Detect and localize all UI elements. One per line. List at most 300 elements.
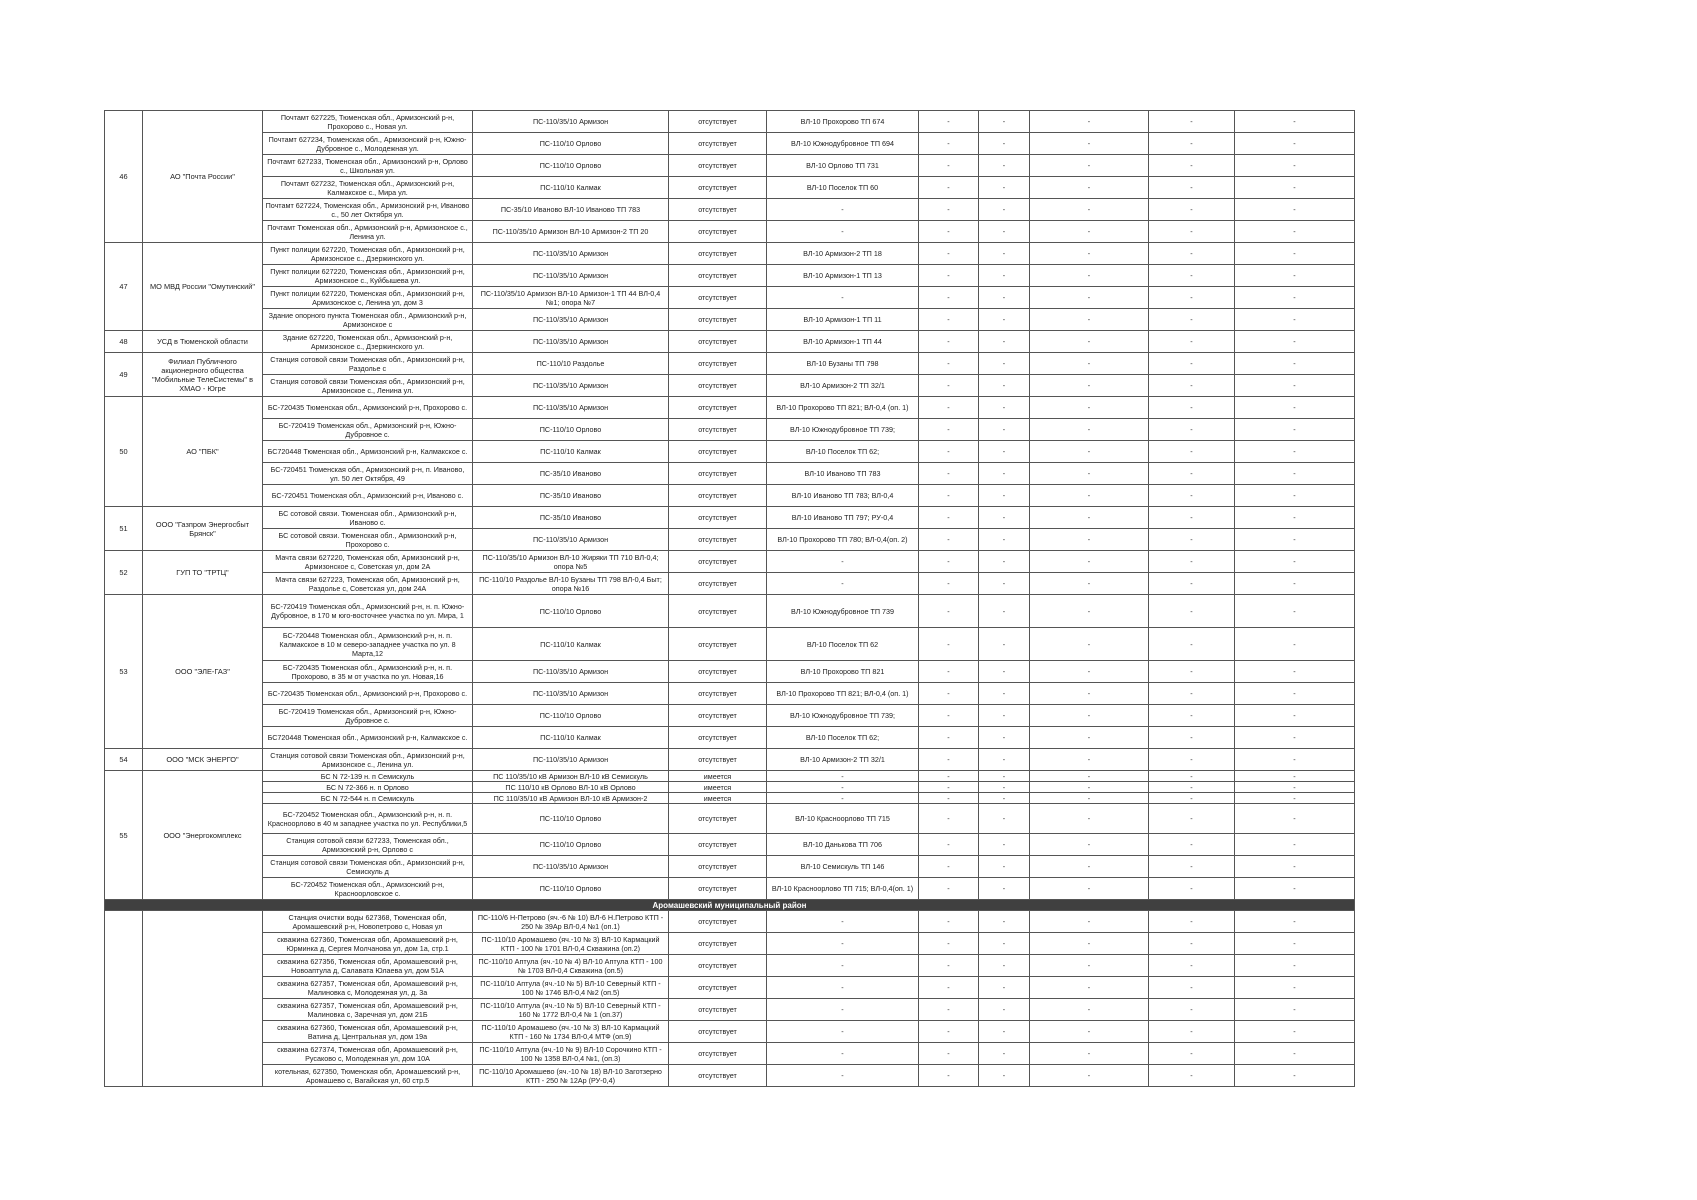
object-cell: БС N 72-544 н. п Семискуль: [263, 793, 473, 804]
col10-cell: -: [1149, 999, 1235, 1021]
organization-cell: ООО "Энергокомплекс: [143, 771, 263, 900]
substation-cell: ПС-110/10 Калмак: [473, 441, 669, 463]
substation-cell: ПС-110/35/10 Армизон: [473, 111, 669, 133]
col9-cell: -: [1030, 771, 1149, 782]
organization-cell: Филиал Публичного акционерного общества "Мобильные ТелеСистемы" в ХМАО - Югре: [143, 353, 263, 397]
col9-cell: -: [1030, 221, 1149, 243]
col8-cell: -: [979, 243, 1030, 265]
col7-cell: -: [919, 782, 979, 793]
line-cell: ВЛ-10 Прохорово ТП 821; ВЛ-0,4 (оп. 1): [767, 683, 919, 705]
col7-cell: -: [919, 529, 979, 551]
line-cell: -: [767, 977, 919, 999]
col11-cell: -: [1235, 375, 1355, 397]
organization-cell: ООО "МСК ЭНЕРГО": [143, 749, 263, 771]
row-number-cell: [105, 911, 143, 1087]
status-cell: отсутствует: [669, 683, 767, 705]
row-number-cell: 51: [105, 507, 143, 551]
col9-cell: -: [1030, 1043, 1149, 1065]
col7-cell: -: [919, 878, 979, 900]
col9-cell: -: [1030, 551, 1149, 573]
status-cell: отсутствует: [669, 551, 767, 573]
line-cell: ВЛ-10 Южнодубровное ТП 694: [767, 133, 919, 155]
col10-cell: -: [1149, 177, 1235, 199]
col9-cell: -: [1030, 878, 1149, 900]
col7-cell: -: [919, 419, 979, 441]
col11-cell: -: [1235, 933, 1355, 955]
col9-cell: -: [1030, 309, 1149, 331]
col11-cell: -: [1235, 529, 1355, 551]
line-cell: -: [767, 771, 919, 782]
status-cell: отсутствует: [669, 441, 767, 463]
substation-cell: ПС-110/35/10 Армизон ВЛ-10 Жиряки ТП 710 ВЛ-0,4; опора №5: [473, 551, 669, 573]
line-cell: -: [767, 782, 919, 793]
object-cell: скважина 627357, Тюменская обл, Аромашевский р-н, Малиновка с, Заречная ул, дом 21Б: [263, 999, 473, 1021]
col7-cell: -: [919, 331, 979, 353]
col8-cell: -: [979, 878, 1030, 900]
col9-cell: -: [1030, 1021, 1149, 1043]
col10-cell: -: [1149, 111, 1235, 133]
substation-cell: ПС-110/35/10 Армизон: [473, 397, 669, 419]
col11-cell: -: [1235, 977, 1355, 999]
col11-cell: -: [1235, 397, 1355, 419]
table-row: [105, 749, 1355, 771]
col10-cell: -: [1149, 155, 1235, 177]
substation-cell: ПС-110/10 Аромашево (яч.-10 № 3) ВЛ-10 Кармацкий КТП - 160 № 1734 ВЛ-0,4 МТФ (оп.9): [473, 1021, 669, 1043]
substation-cell: ПС-35/10 Иваново: [473, 485, 669, 507]
status-cell: имеется: [669, 771, 767, 782]
object-cell: Станция сотовой связи 627233, Тюменская обл., Армизонский р-н, Орлово с: [263, 834, 473, 856]
col10-cell: -: [1149, 463, 1235, 485]
line-cell: ВЛ-10 Семискуль ТП 146: [767, 856, 919, 878]
col9-cell: -: [1030, 782, 1149, 793]
substation-cell: ПС-110/10 Орлово: [473, 419, 669, 441]
line-cell: ВЛ-10 Красноорлово ТП 715; ВЛ-0,4(оп. 1): [767, 878, 919, 900]
col11-cell: -: [1235, 1043, 1355, 1065]
col7-cell: -: [919, 485, 979, 507]
status-cell: отсутствует: [669, 727, 767, 749]
col8-cell: -: [979, 804, 1030, 834]
col8-cell: -: [979, 397, 1030, 419]
status-cell: отсутствует: [669, 199, 767, 221]
col11-cell: -: [1235, 353, 1355, 375]
status-cell: отсутствует: [669, 419, 767, 441]
col9-cell: -: [1030, 243, 1149, 265]
col10-cell: -: [1149, 804, 1235, 834]
status-cell: отсутствует: [669, 309, 767, 331]
col9-cell: -: [1030, 1065, 1149, 1087]
status-cell: отсутствует: [669, 265, 767, 287]
substation-cell: ПС-110/10 Орлово: [473, 878, 669, 900]
col7-cell: -: [919, 353, 979, 375]
col10-cell: -: [1149, 265, 1235, 287]
col8-cell: -: [979, 441, 1030, 463]
row-number-cell: 47: [105, 243, 143, 331]
object-cell: скважина 627356, Тюменская обл, Аромашевский р-н, Новоаптула д, Салавата Юлаева ул, дом 51А: [263, 955, 473, 977]
status-cell: отсутствует: [669, 1021, 767, 1043]
col11-cell: -: [1235, 1021, 1355, 1043]
substation-cell: ПС-110/10 Аромашево (яч.-10 № 3) ВЛ-10 Кармацкий КТП - 100 № 1701 ВЛ-0,4 Скважина (оп.2): [473, 933, 669, 955]
object-cell: Почтамт 627234, Тюменская обл., Армизонский р-н, Южно-Дубровное с., Молодежная ул.: [263, 133, 473, 155]
col8-cell: -: [979, 133, 1030, 155]
line-cell: -: [767, 221, 919, 243]
col11-cell: -: [1235, 463, 1355, 485]
status-cell: отсутствует: [669, 397, 767, 419]
substation-cell: ПС-110/35/10 Армизон: [473, 331, 669, 353]
table-row: [105, 375, 1355, 397]
col8-cell: -: [979, 287, 1030, 309]
line-cell: ВЛ-10 Прохорово ТП 674: [767, 111, 919, 133]
col11-cell: -: [1235, 441, 1355, 463]
col8-cell: -: [979, 856, 1030, 878]
status-cell: отсутствует: [669, 177, 767, 199]
substation-cell: ПС-110/35/10 Армизон: [473, 243, 669, 265]
table-row: [105, 878, 1355, 900]
col9-cell: -: [1030, 683, 1149, 705]
col7-cell: -: [919, 749, 979, 771]
status-cell: отсутствует: [669, 529, 767, 551]
col9-cell: -: [1030, 331, 1149, 353]
row-number-cell: 48: [105, 331, 143, 353]
line-cell: ВЛ-10 Бузаны ТП 798: [767, 353, 919, 375]
line-cell: -: [767, 199, 919, 221]
col7-cell: -: [919, 683, 979, 705]
col7-cell: -: [919, 309, 979, 331]
col7-cell: -: [919, 1043, 979, 1065]
object-cell: БС-720419 Тюменская обл., Армизонский р-н, н. п. Южно-Дубровное, в 170 м юго-восточнее участка по ул. Мира, 1: [263, 595, 473, 628]
object-cell: БС-720435 Тюменская обл., Армизонский р-н, н. п. Прохорово, в 35 м от участка по ул. Новая,16: [263, 661, 473, 683]
status-cell: отсутствует: [669, 463, 767, 485]
col8-cell: -: [979, 595, 1030, 628]
substation-cell: ПС-110/35/10 Армизон: [473, 856, 669, 878]
substation-cell: ПС-110/10 Орлово: [473, 834, 669, 856]
col9-cell: -: [1030, 977, 1149, 999]
table-row: [105, 1021, 1355, 1043]
status-cell: отсутствует: [669, 705, 767, 727]
object-cell: Станция очистки воды 627368, Тюменская обл, Аромашевский р-н, Новопетрово с, Новая ул: [263, 911, 473, 933]
table-row: [105, 683, 1355, 705]
line-cell: -: [767, 793, 919, 804]
col10-cell: -: [1149, 353, 1235, 375]
col9-cell: -: [1030, 177, 1149, 199]
status-cell: отсутствует: [669, 999, 767, 1021]
object-cell: БС-720452 Тюменская обл., Армизонский р-н, Красноорловское с.: [263, 878, 473, 900]
line-cell: ВЛ-10 Прохорово ТП 780; ВЛ-0,4(оп. 2): [767, 529, 919, 551]
status-cell: отсутствует: [669, 595, 767, 628]
col10-cell: -: [1149, 793, 1235, 804]
col10-cell: -: [1149, 705, 1235, 727]
col10-cell: -: [1149, 1021, 1235, 1043]
substation-cell: ПС-110/10 Раздолье ВЛ-10 Бузаны ТП 798 ВЛ-0,4 Быт; опора №16: [473, 573, 669, 595]
col7-cell: -: [919, 955, 979, 977]
object-cell: Пункт полиции 627220, Тюменская обл., Армизонский р-н, Армизонское с., Куйбышева ул.: [263, 265, 473, 287]
object-cell: Почтамт 627224, Тюменская обл., Армизонский р-н, Иваново с., 50 лет Октября ул.: [263, 199, 473, 221]
col11-cell: -: [1235, 221, 1355, 243]
col9-cell: -: [1030, 133, 1149, 155]
col8-cell: -: [979, 955, 1030, 977]
col10-cell: -: [1149, 933, 1235, 955]
col9-cell: -: [1030, 628, 1149, 661]
col8-cell: -: [979, 353, 1030, 375]
line-cell: ВЛ-10 Иваново ТП 797; РУ-0,4: [767, 507, 919, 529]
table-row: [105, 834, 1355, 856]
table-row: [105, 551, 1355, 573]
col7-cell: -: [919, 999, 979, 1021]
col8-cell: -: [979, 551, 1030, 573]
object-cell: Пункт полиции 627220, Тюменская обл., Армизонский р-н, Армизонское с, Ленина ул, дом 3: [263, 287, 473, 309]
table-row: [105, 353, 1355, 375]
col9-cell: -: [1030, 999, 1149, 1021]
object-cell: Почтамт Тюменская обл., Армизонский р-н, Армизонское с., Ленина ул.: [263, 221, 473, 243]
substation-cell: ПС-35/10 Иваново: [473, 463, 669, 485]
substation-cell: ПС-110/35/10 Армизон: [473, 529, 669, 551]
col7-cell: -: [919, 397, 979, 419]
col10-cell: -: [1149, 485, 1235, 507]
status-cell: отсутствует: [669, 375, 767, 397]
col11-cell: -: [1235, 661, 1355, 683]
col7-cell: -: [919, 1021, 979, 1043]
substation-cell: ПС-110/10 Раздолье: [473, 353, 669, 375]
col7-cell: -: [919, 133, 979, 155]
table-row: [105, 911, 1355, 933]
col7-cell: -: [919, 199, 979, 221]
object-cell: БС-720452 Тюменская обл., Армизонский р-н, н. п. Красноорлово в 40 м западнее участка по ул. Республики,5: [263, 804, 473, 834]
status-cell: имеется: [669, 782, 767, 793]
line-cell: -: [767, 287, 919, 309]
col10-cell: -: [1149, 856, 1235, 878]
substation-cell: ПС 110/35/10 кВ Армизон ВЛ-10 кВ Семискуль: [473, 771, 669, 782]
object-cell: Здание 627220, Тюменская обл., Армизонский р-н, Армизонское с., Дзержинского ул.: [263, 331, 473, 353]
object-cell: БС сотовой связи. Тюменская обл., Армизонский р-н, Прохорово с.: [263, 529, 473, 551]
object-cell: БС-720451 Тюменская обл., Армизонский р-н, п. Иваново, ул. 50 лет Октября, 49: [263, 463, 473, 485]
col8-cell: -: [979, 463, 1030, 485]
col11-cell: -: [1235, 856, 1355, 878]
col10-cell: -: [1149, 133, 1235, 155]
substation-cell: ПС-110/35/10 Армизон: [473, 309, 669, 331]
col10-cell: -: [1149, 419, 1235, 441]
substation-cell: ПС 110/35/10 кВ Армизон ВЛ-10 кВ Армизон-2: [473, 793, 669, 804]
substation-cell: ПС-110/35/10 Армизон: [473, 683, 669, 705]
col9-cell: -: [1030, 353, 1149, 375]
line-cell: -: [767, 1021, 919, 1043]
col10-cell: -: [1149, 221, 1235, 243]
line-cell: ВЛ-10 Прохорово ТП 821: [767, 661, 919, 683]
col11-cell: -: [1235, 911, 1355, 933]
status-cell: отсутствует: [669, 243, 767, 265]
status-cell: отсутствует: [669, 628, 767, 661]
object-cell: Здание опорного пункта Тюменская обл., Армизонский р-н, Армизонское с: [263, 309, 473, 331]
col11-cell: -: [1235, 999, 1355, 1021]
table-row: [105, 441, 1355, 463]
status-cell: отсутствует: [669, 955, 767, 977]
line-cell: ВЛ-10 Данькова ТП 706: [767, 834, 919, 856]
col10-cell: -: [1149, 955, 1235, 977]
object-cell: Мачта связи 627223, Тюменская обл, Армизонский р-н, Раздолье с, Советская ул, дом 24А: [263, 573, 473, 595]
col10-cell: -: [1149, 727, 1235, 749]
col8-cell: -: [979, 793, 1030, 804]
substation-cell: ПС-110/35/10 Армизон: [473, 661, 669, 683]
col9-cell: -: [1030, 463, 1149, 485]
col11-cell: -: [1235, 793, 1355, 804]
line-cell: -: [767, 551, 919, 573]
col11-cell: -: [1235, 551, 1355, 573]
col8-cell: -: [979, 999, 1030, 1021]
line-cell: ВЛ-10 Южнодубровное ТП 739;: [767, 419, 919, 441]
col7-cell: -: [919, 911, 979, 933]
col8-cell: -: [979, 977, 1030, 999]
row-number-cell: 52: [105, 551, 143, 595]
status-cell: отсутствует: [669, 1065, 767, 1087]
col10-cell: -: [1149, 397, 1235, 419]
col9-cell: -: [1030, 793, 1149, 804]
col11-cell: -: [1235, 199, 1355, 221]
table-row: [105, 331, 1355, 353]
col11-cell: -: [1235, 287, 1355, 309]
consumers-table: [104, 110, 1355, 1087]
col10-cell: -: [1149, 441, 1235, 463]
line-cell: -: [767, 955, 919, 977]
line-cell: ВЛ-10 Армизон-1 ТП 44: [767, 331, 919, 353]
col10-cell: -: [1149, 628, 1235, 661]
substation-cell: ПС-110/35/10 Армизон: [473, 749, 669, 771]
object-cell: Станция сотовой связи Тюменская обл., Армизонский р-н, Семискуль д: [263, 856, 473, 878]
col10-cell: -: [1149, 287, 1235, 309]
col11-cell: -: [1235, 419, 1355, 441]
col7-cell: -: [919, 771, 979, 782]
col11-cell: -: [1235, 155, 1355, 177]
table-row: [105, 793, 1355, 804]
organization-cell: АО "ПБК": [143, 397, 263, 507]
col9-cell: -: [1030, 529, 1149, 551]
col10-cell: -: [1149, 683, 1235, 705]
object-cell: БС-720419 Тюменская обл., Армизонский р-н, Южно-Дубровное с.: [263, 705, 473, 727]
col7-cell: -: [919, 793, 979, 804]
substation-cell: ПС-35/10 Иваново ВЛ-10 Иваново ТП 783: [473, 199, 669, 221]
col11-cell: -: [1235, 804, 1355, 834]
col9-cell: -: [1030, 749, 1149, 771]
col9-cell: -: [1030, 111, 1149, 133]
table-row: [105, 397, 1355, 419]
table-row: [105, 111, 1355, 133]
substation-cell: ПС-110/10 Орлово: [473, 705, 669, 727]
col8-cell: -: [979, 1065, 1030, 1087]
col8-cell: -: [979, 1043, 1030, 1065]
status-cell: отсутствует: [669, 287, 767, 309]
col11-cell: -: [1235, 331, 1355, 353]
row-number-cell: 55: [105, 771, 143, 900]
table-row: [105, 529, 1355, 551]
col8-cell: -: [979, 782, 1030, 793]
status-cell: имеется: [669, 793, 767, 804]
col10-cell: -: [1149, 507, 1235, 529]
col11-cell: -: [1235, 309, 1355, 331]
line-cell: ВЛ-10 Южнодубровное ТП 739;: [767, 705, 919, 727]
col11-cell: -: [1235, 727, 1355, 749]
object-cell: скважина 627357, Тюменская обл, Аромашевский р-н, Малиновка с, Молодежная ул, д. 3а: [263, 977, 473, 999]
line-cell: ВЛ-10 Прохорово ТП 821; ВЛ-0,4 (оп. 1): [767, 397, 919, 419]
substation-cell: ПС-110/10 Орлово: [473, 804, 669, 834]
col11-cell: -: [1235, 955, 1355, 977]
substation-cell: ПС-110/10 Аромашево (яч.-10 № 18) ВЛ-10 Заготзерно КТП - 250 № 12Ар (РУ-0,4): [473, 1065, 669, 1087]
col8-cell: -: [979, 628, 1030, 661]
table-row: [105, 771, 1355, 782]
col9-cell: -: [1030, 834, 1149, 856]
col7-cell: -: [919, 111, 979, 133]
table-row: [105, 133, 1355, 155]
col8-cell: -: [979, 529, 1030, 551]
col11-cell: -: [1235, 485, 1355, 507]
col8-cell: -: [979, 177, 1030, 199]
col8-cell: -: [979, 221, 1030, 243]
col7-cell: -: [919, 705, 979, 727]
section-header-row: [105, 900, 1355, 911]
table-row: [105, 221, 1355, 243]
col11-cell: -: [1235, 595, 1355, 628]
col11-cell: -: [1235, 573, 1355, 595]
col7-cell: -: [919, 1065, 979, 1087]
object-cell: БС N 72-139 н. п Семискуль: [263, 771, 473, 782]
substation-cell: ПС-35/10 Иваново: [473, 507, 669, 529]
object-cell: Почтамт 627233, Тюменская обл., Армизонский р-н, Орлово с., Школьная ул.: [263, 155, 473, 177]
line-cell: ВЛ-10 Поселок ТП 62: [767, 628, 919, 661]
line-cell: -: [767, 1043, 919, 1065]
col7-cell: -: [919, 834, 979, 856]
table-row: [105, 419, 1355, 441]
row-number-cell: 50: [105, 397, 143, 507]
col9-cell: -: [1030, 375, 1149, 397]
status-cell: отсутствует: [669, 878, 767, 900]
col10-cell: -: [1149, 911, 1235, 933]
row-number-cell: 53: [105, 595, 143, 749]
col10-cell: -: [1149, 529, 1235, 551]
col10-cell: -: [1149, 331, 1235, 353]
organization-cell: УСД в Тюменской области: [143, 331, 263, 353]
col9-cell: -: [1030, 485, 1149, 507]
table-row: [105, 1043, 1355, 1065]
col8-cell: -: [979, 933, 1030, 955]
col9-cell: -: [1030, 265, 1149, 287]
col11-cell: -: [1235, 1065, 1355, 1087]
col9-cell: -: [1030, 155, 1149, 177]
col7-cell: -: [919, 177, 979, 199]
line-cell: ВЛ-10 Иваново ТП 783: [767, 463, 919, 485]
col7-cell: -: [919, 856, 979, 878]
section-title: Аромашевский муниципальный район: [105, 900, 1355, 911]
organization-cell: ГУП ТО "ТРТЦ": [143, 551, 263, 595]
col7-cell: -: [919, 977, 979, 999]
status-cell: отсутствует: [669, 507, 767, 529]
line-cell: -: [767, 933, 919, 955]
col9-cell: -: [1030, 397, 1149, 419]
col11-cell: -: [1235, 749, 1355, 771]
col7-cell: -: [919, 221, 979, 243]
table-row: [105, 977, 1355, 999]
substation-cell: ПС-110/35/10 Армизон: [473, 265, 669, 287]
object-cell: БС-720451 Тюменская обл., Армизонский р-н, Иваново с.: [263, 485, 473, 507]
table-row: [105, 782, 1355, 793]
col7-cell: -: [919, 243, 979, 265]
substation-cell: ПС-110/10 Калмак: [473, 177, 669, 199]
col9-cell: -: [1030, 595, 1149, 628]
status-cell: отсутствует: [669, 573, 767, 595]
table-row: [105, 309, 1355, 331]
table-row: [105, 661, 1355, 683]
status-cell: отсутствует: [669, 911, 767, 933]
table-row: [105, 243, 1355, 265]
col9-cell: -: [1030, 441, 1149, 463]
col11-cell: -: [1235, 243, 1355, 265]
table-row: [105, 856, 1355, 878]
col10-cell: -: [1149, 661, 1235, 683]
